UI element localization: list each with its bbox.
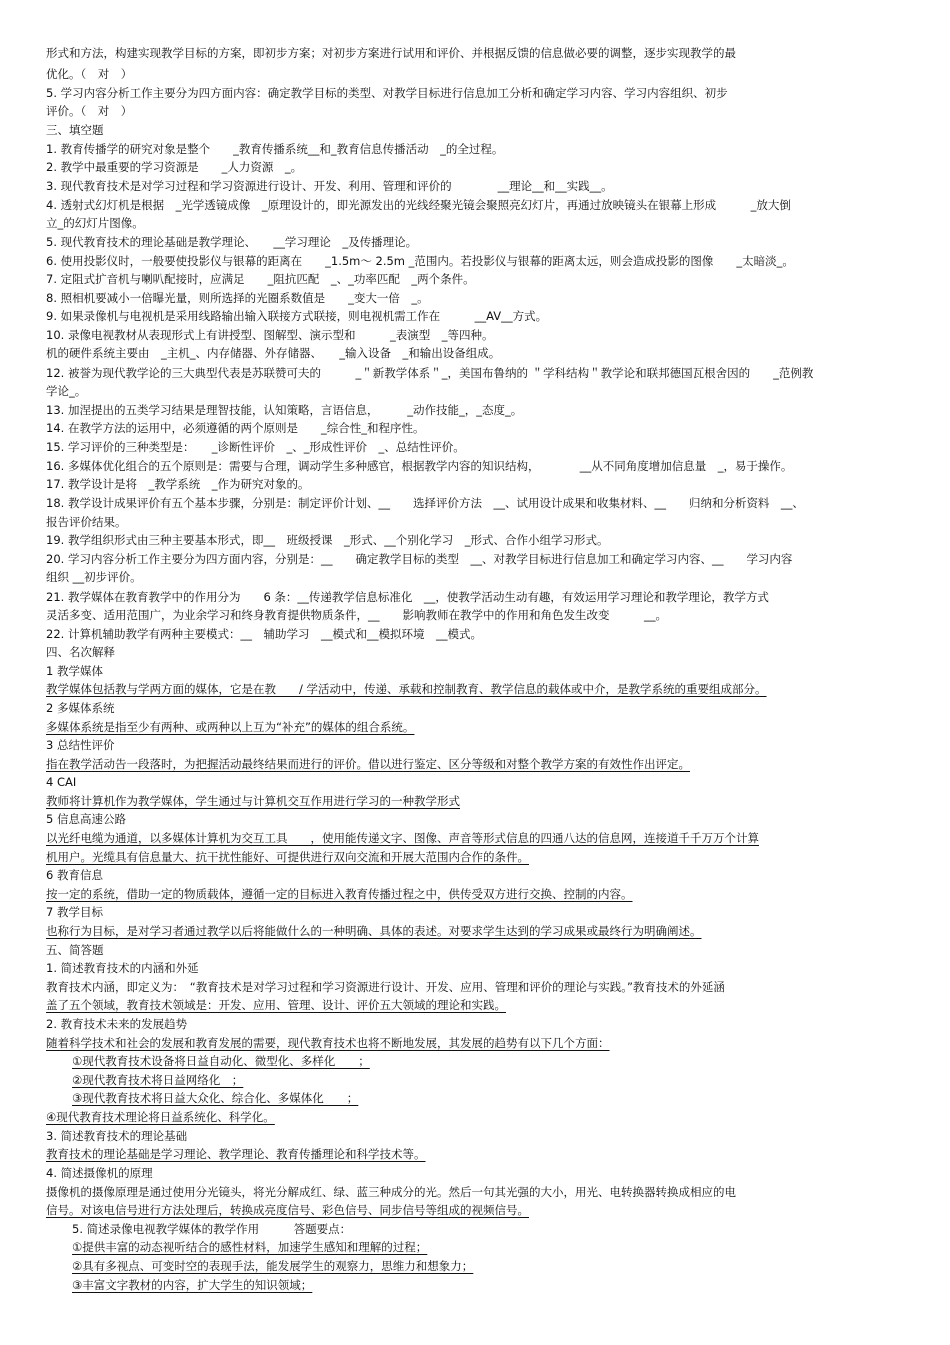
section-heading-fill-in: 三、填空题 (46, 123, 104, 137)
answer-text: 随着科学技术和社会的发展和教育发展的需要，现代教育技术也将不断地发展，其发展的趋势有以下几个方面： (46, 1036, 610, 1050)
text-line: 报告评价结果。 (46, 515, 127, 529)
term-heading: 1 教学媒体 (46, 664, 103, 678)
answer-list-item: ②现代教育技术将日益网络化 ； (72, 1073, 244, 1087)
answer-list-item: ③现代教育技术将日益大众化、综合化、多媒体化 ； (72, 1091, 359, 1105)
text-line: 机的硬件系统主要由 _主机_、内存储器、外存储器、 _输入设备 _和输出设备组成。 (46, 346, 501, 360)
answer-text: 摄像机的摄像原理是通过使用分光镜头，将光分解成红、绿、蓝三种成分的光。然后一句其光强的大小，用光、电转换器转换成相应的电 (46, 1185, 736, 1199)
text-line: 16. 多媒体优化组合的五个原则是：需要与合理，调动学生多种感官，根据教学内容的知识结构， __从不同角度增加信息量 _，易于操作。 (46, 459, 793, 473)
definition-text: 以光纤电缆为通道，以多媒体计算机为交互工具 ，使用能传递文字、图像、声音等形式信息的四通八达的信息网，连接道千千万万个计算 (46, 831, 759, 845)
text-line: 7. 定阻式扩音机与喇叭配接时，应满足 _阻抗匹配 _、_功率匹配 _两个条件。 (46, 272, 475, 286)
answer-list-item: ③丰富文字教材的内容，扩大学生的知识领域； (72, 1278, 313, 1292)
text-line: 2. 教学中最重要的学习资源是 _人力资源 _。 (46, 160, 303, 174)
text-line: 14. 在教学方法的运用中，必须遵循的两个原则是 _综合性_和程序性。 (46, 421, 425, 435)
definition-text: 机用户。光缆具有信息量大、抗干扰性能好、可提供进行双向交流和开展大范围内合作的条件。 (46, 850, 529, 864)
term-heading: 7 教学目标 (46, 905, 103, 919)
question-heading: 4. 简述摄像机的原理 (46, 1166, 153, 1180)
text-line: 立_的幻灯片图像。 (46, 216, 144, 230)
text-line: 形式和方法，构建实现教学目标的方案，即初步方案；对初步方案进行试用和评价、并根据反馈的信息做必要的调整，逐步实现教学的最 (46, 46, 736, 60)
answer-list-item: ①现代教育技术设备将日益自动化、微型化、多样化 ； (72, 1054, 370, 1068)
text-line: 19. 教学组织形式由三种主要基本形式，即__ 班级授课 _形式、__个别化学习 _形式、合作小组学习形式。 (46, 533, 609, 547)
text-line: 6. 使用投影仪时，一般要使投影仪与银幕的距离在 _1.5m～ 2.5m _范围内。若投影仪与银幕的距离太远，则会造成投影的图像 _太暗淡_。 (46, 254, 794, 268)
text-line: 10. 录像电视教材从表现形式上有讲授型、图解型、演示型和 _表演型 _等四种。 (46, 328, 494, 342)
term-heading: 4 CAI (46, 775, 77, 789)
term-heading: 5 信息高速公路 (46, 812, 126, 826)
text-line: 4. 透射式幻灯机是根据 _光学透镜成像 _原理设计的，即光源发出的光线经聚光镜会聚照亮幻灯片，再通过放映镜头在银幕上形成 _放大倒 (46, 198, 791, 212)
answer-text: 教育技术的理论基础是学习理论、教学理论、教育传播理论和科学技术等。 (46, 1147, 426, 1161)
answer-text: 信号。对该电信号进行方法处理后，转换成亮度信号、彩色信号、同步信号等组成的视频信号。 (46, 1203, 529, 1217)
text-line: 9. 如果录像机与电视机是采用线路输出输入联接方式联接，则电视机需工作在 __AV__方式。 (46, 309, 548, 323)
definition-text: 也称行为目标，是对学习者通过教学以后将能做什么的一种明确、具体的表述。对要求学生达到的学习成果或最终行为明确阐述。 (46, 924, 702, 938)
text-line: 评价。（ 对 ） (46, 104, 133, 118)
question-heading: 1. 简述教育技术的内涵和外延 (46, 961, 199, 975)
term-heading: 3 总结性评价 (46, 738, 115, 752)
text-line: 5. 现代教育技术的理论基础是教学理论、 __学习理论 _及传播理论。 (46, 235, 418, 249)
definition-text: 教师将计算机作为教学媒体，学生通过与计算机交互作用进行学习的一种教学形式 (46, 794, 460, 808)
definition-text: 多媒体系统是指至少有两种、或两种以上互为“补充”的媒体的组合系统。 (46, 720, 415, 734)
text-line: 21. 教学媒体在教育教学中的作用分为 6 条：__传递教学信息标准化 __，使教学活动生动有趣，有效运用学习理论和教学理论，教学方式 (46, 590, 769, 604)
section-heading-definitions: 四、名次解释 (46, 645, 115, 659)
answer-list-item: ②具有多视点、可变时空的表现手法，能发展学生的观察力，思维力和想象力； (72, 1259, 474, 1273)
text-line: 18. 教学设计成果评价有五个基本步骤，分别是：制定评价计划、__ 选择评价方法 __、试用设计成果和收集材料、__ 归纳和分析资料 __、 (46, 496, 804, 510)
text-line: 优化。（ 对 ） (46, 67, 133, 81)
text-line: 20. 学习内容分析工作主要分为四方面内容，分别是：__ 确定教学目标的类型 __、对教学目标进行信息加工和确定学习内容、__ 学习内容 (46, 552, 793, 566)
answer-list-item: ①提供丰富的动态视听结合的感性材料，加速学生感知和理解的过程； (72, 1240, 428, 1254)
text-line: 5. 学习内容分析工作主要分为四方面内容：确定教学目标的类型、对教学目标进行信息加工分析和确定学习内容、学习内容组织、初步 (46, 86, 728, 100)
text-line: 15. 学习评价的三种类型是： _诊断性评价 _、_形成性评价 _、总结性评价。 (46, 440, 465, 454)
text-line: 8. 照相机要减小一倍曝光量，则所选择的光圈系数值是 _变大一倍 _。 (46, 291, 429, 305)
question-heading: 2. 教育技术未来的发展趋势 (46, 1017, 188, 1031)
text-line: 组织 __初步评价。 (46, 570, 142, 584)
term-heading: 6 教育信息 (46, 868, 103, 882)
answer-text: 盖了五个领域，教育技术领域是：开发、应用、管理、设计、评价五大领域的理论和实践。 (46, 998, 506, 1012)
term-heading: 2 多媒体系统 (46, 701, 115, 715)
definition-text: 按一定的系统，借助一定的物质载体，遵循一定的目标进入教育传播过程之中，供传受双方进行交换、控制的内容。 (46, 887, 633, 901)
text-line: 1. 教育传播学的研究对象是整个 _教育传播系统__和_教育信息传播活动 _的全过程。 (46, 142, 504, 156)
section-heading-short-answer: 五、简答题 (46, 943, 104, 957)
answer-list-item: ④现代教育技术理论将日益系统化、科学化。 (46, 1110, 275, 1124)
text-line: 12. 被誉为现代教学论的三大典型代表是苏联赞可夫的 _＂新教学体系＂_，美国布鲁纳的 ＂学科结构＂教学论和联邦德国瓦根舍因的 _范例教 (46, 366, 814, 380)
question-heading: 3. 简述教育技术的理论基础 (46, 1129, 188, 1143)
text-line: 17. 教学设计是将 _教学系统 _作为研究对象的。 (46, 477, 310, 491)
answer-text: 教育技术内涵，即定义为： “教育技术是对学习过程和学习资源进行设计、开发、应用、管理和评价的理论与实践。”教育技术的外延涵 (46, 980, 725, 994)
text-line: 3. 现代教育技术是对学习过程和学习资源进行设计、开发、利用、管理和评价的 __理论__和__实践__。 (46, 179, 613, 193)
question-heading: 5. 简述录像电视教学媒体的教学作用 答题要点： (72, 1222, 352, 1236)
text-line: 灵活多变、适用范围广，为业余学习和终身教育提供物质条件，__ 影响教师在教学中的作用和角色发生改变 __。 (46, 608, 667, 622)
definition-text: 指在教学活动告一段落时，为把握活动最终结果而进行的评价。借以进行鉴定、区分等级和对整个教学方案的有效性作出评定。 (46, 757, 690, 771)
definition-text: 教学媒体包括教与学两方面的媒体，它是在教 / 学活动中，传递、承载和控制教育、教学信息的载体或中介，是教学系统的重要组成部分。 (46, 682, 767, 696)
text-line: 22. 计算机辅助教学有两种主要模式：__ 辅助学习 __模式和__模拟环境 __模式。 (46, 627, 482, 641)
text-line: 学论_。 (46, 384, 87, 398)
text-line: 13. 加涅提出的五类学习结果是理智技能，认知策略，言语信息， _动作技能_，_态度_。 (46, 403, 523, 417)
